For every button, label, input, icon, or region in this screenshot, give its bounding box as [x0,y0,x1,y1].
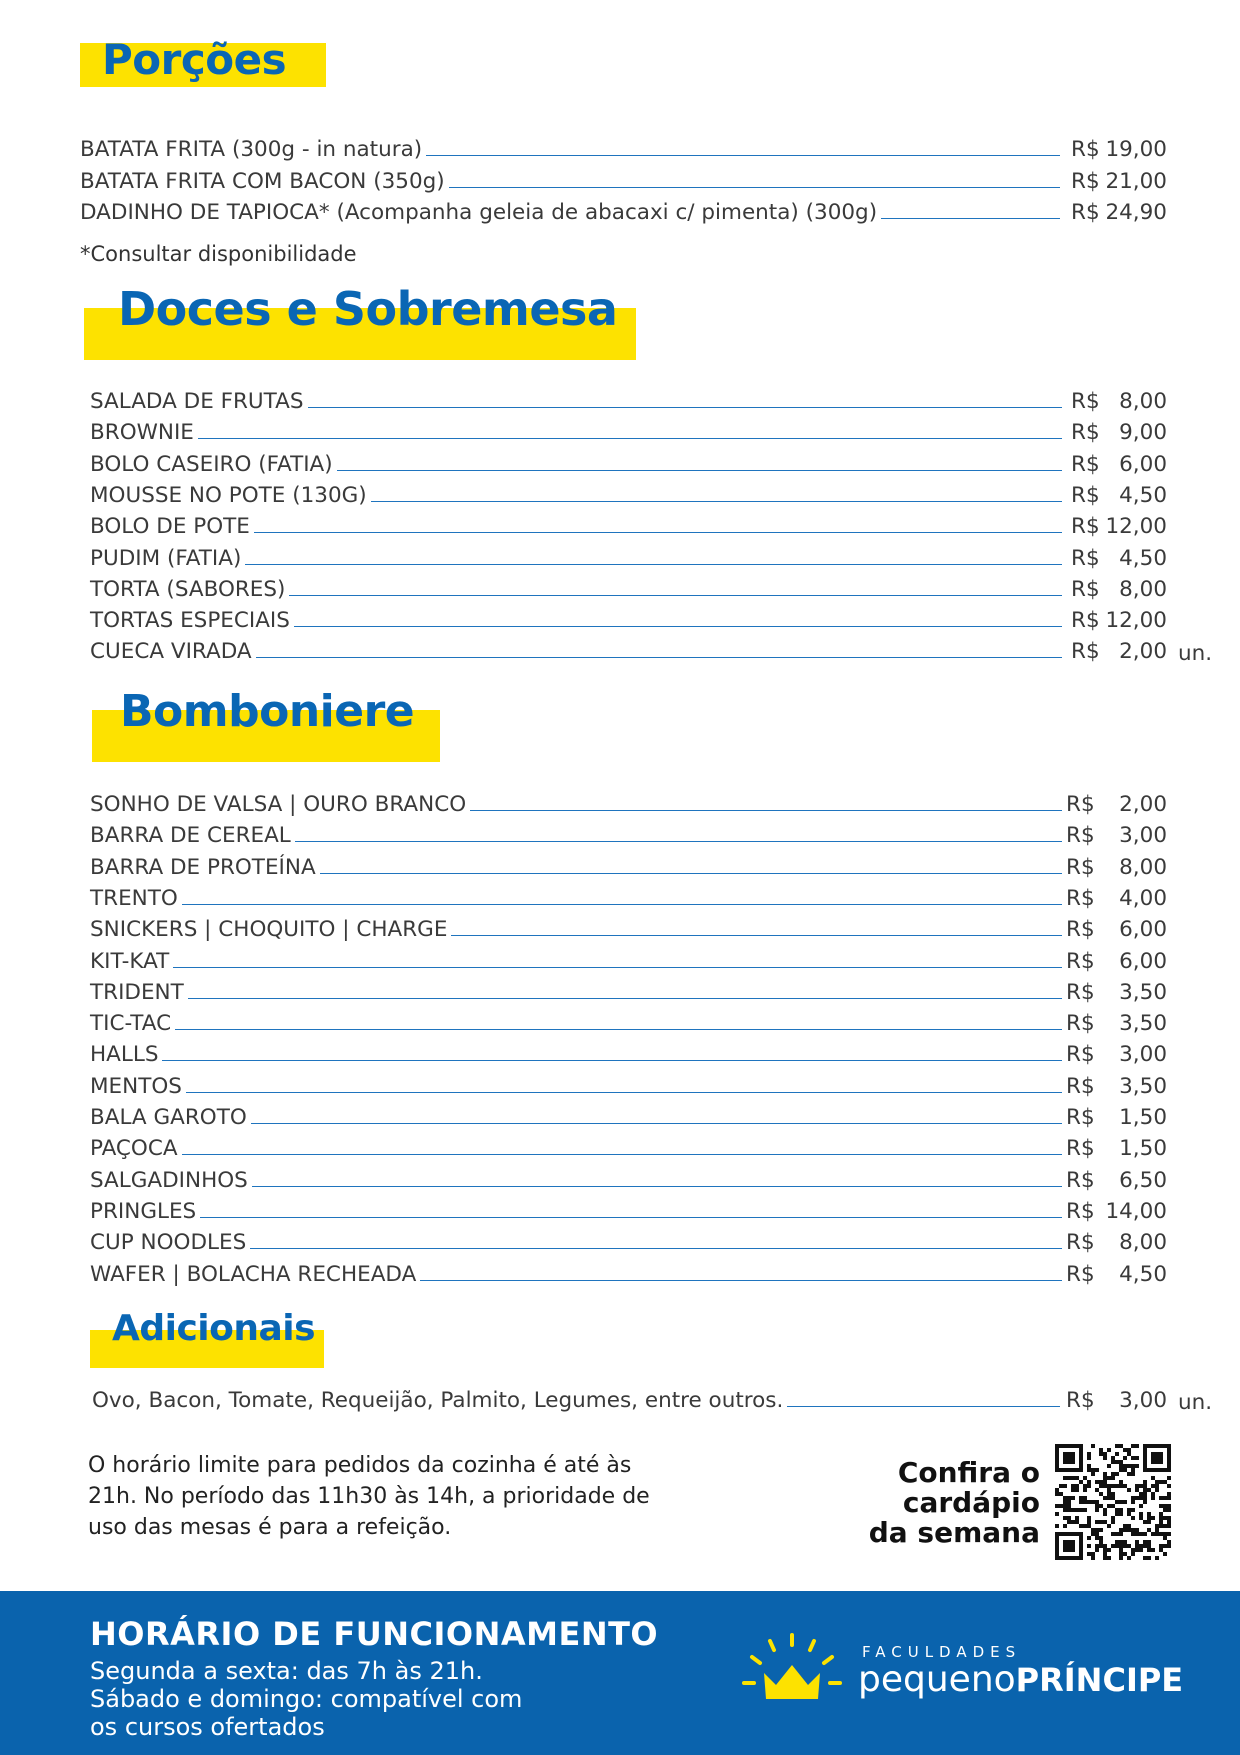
availability-note: *Consultar disponibilidade [80,242,357,266]
logo [740,1631,1184,1731]
menu-item [80,131,1060,162]
leader-line [426,155,1060,156]
leader-line [182,1154,1062,1155]
menu-item [90,1068,1062,1099]
menu-item [90,1036,1062,1067]
weekly-menu-cta [869,1458,1040,1548]
item-price: 1,50 [1119,1105,1167,1130]
kitchen-notice [88,1450,650,1543]
menu-item [90,849,1062,880]
hours-weekend: Sábado e domingo: compatível com [90,1685,523,1713]
menu-item [90,1005,1062,1036]
menu-item [80,163,1060,194]
leader-line [251,1123,1062,1124]
leader-line [308,407,1063,408]
leader-line [470,810,1062,811]
item-name: BOLO CASEIRO (FATIA) [90,451,333,477]
leader-line [337,470,1062,471]
item-name: MOUSSE NO POTE (130G) [90,482,367,508]
menu-item [90,508,1062,539]
qr-code-icon [1055,1444,1171,1560]
leader-line [245,564,1062,565]
opening-hours-heading: HORÁRIO DE FUNCIONAMENTO [90,1615,659,1653]
currency-symbol: R$ [1066,1011,1095,1037]
item-price: 12,00 [1105,514,1167,540]
logo-name-2: PRÍNCIPE [1015,1661,1184,1699]
menu-item [90,383,1062,414]
currency-symbol: R$ [1071,545,1100,571]
item-name: PUDIM (FATIA) [90,545,242,571]
item-price: 9,00 [1119,420,1167,446]
item-price: 4,50 [1119,1261,1167,1287]
menu-item [90,880,1062,911]
porcoes-title: Porções [102,35,287,84]
leader-line [200,1217,1062,1218]
currency-symbol: R$ [1066,979,1095,1005]
currency-symbol: R$ [1071,608,1100,634]
currency-symbol: R$ [1066,1105,1095,1130]
cta-line-2: cardápio [902,1486,1040,1519]
item-price: 1,50 [1119,1136,1167,1162]
menu-item [90,1162,1062,1193]
currency-symbol: R$ [1066,885,1095,911]
item-price: 2,00 [1119,792,1167,817]
item-price: 4,50 [1119,482,1167,508]
item-price: 3,50 [1119,979,1167,1005]
item-name: PRINGLES [90,1198,197,1224]
notice-line-2: 21h. No período das 11h30 às 14h, a prioridade de [88,1484,650,1509]
menu-item [90,786,1062,817]
menu-item [90,943,1062,974]
item-price: 3,00 [1119,1388,1167,1413]
item-price: 2,00 [1119,639,1167,665]
logo-name-1: pequeno [858,1659,1016,1700]
menu-item [90,974,1062,1005]
cta-line-1: Confira o [897,1456,1040,1489]
crown-icon [740,1631,850,1711]
leader-line [451,935,1062,936]
hours-weekend-cont: os cursos ofertados [90,1713,325,1741]
item-name: HALLS [90,1042,159,1068]
item-name: BATATA FRITA COM BACON (350g) [80,168,445,194]
currency-symbol: R$ [1066,1388,1095,1413]
leader-line [289,595,1062,596]
currency-symbol: R$ [1071,639,1100,665]
menu-item [90,817,1062,848]
item-name: TORTAS ESPECIAIS [90,608,290,634]
item-name: PAÇOCA [90,1136,178,1162]
menu-item [90,1224,1062,1255]
currency-symbol: R$ [1066,823,1095,849]
menu-item [90,1193,1062,1224]
item-price: 3,00 [1119,823,1167,849]
item-price: 6,00 [1119,451,1167,477]
menu-item [80,194,1060,225]
leader-line [175,1029,1062,1030]
section-title-adicionais [90,1306,324,1368]
leader-line [162,1060,1062,1061]
item-price: 8,00 [1119,1230,1167,1256]
item-name: MENTOS [90,1073,182,1099]
leader-line [787,1406,1060,1407]
menu-item [90,477,1062,508]
item-price: 19,00 [1105,137,1167,162]
item-name: BATATA FRITA (300g - in natura) [80,137,423,162]
leader-line [294,626,1062,627]
currency-symbol: R$ [1066,1167,1095,1193]
bomboniere-title: Bomboniere [120,686,415,737]
item-price: 3,00 [1119,1042,1167,1068]
item-name: TORTA (SABORES) [90,576,286,602]
currency-symbol: R$ [1071,576,1100,602]
item-price: 6,00 [1119,917,1167,943]
leader-line [188,998,1062,999]
section-title-doces [84,280,636,360]
notice-line-3: uso das mesas é para a refeição. [88,1515,452,1540]
section-title-bomboniere [92,684,440,762]
leader-line [320,873,1062,874]
item-name: SALADA DE FRUTAS [90,389,304,414]
currency-symbol: R$ [1066,917,1095,943]
currency-symbol: R$ [1066,792,1095,817]
item-name: BALA GAROTO [90,1105,247,1130]
item-name: SALGADINHOS [90,1167,248,1193]
item-name: KIT-KAT [90,948,170,974]
item-name: BARRA DE PROTEÍNA [90,854,316,880]
currency-symbol: R$ [1071,514,1100,540]
leader-line [186,1092,1062,1093]
leader-line [252,1186,1062,1187]
currency-symbol: R$ [1066,1198,1095,1224]
cta-line-3: da semana [868,1516,1040,1549]
currency-symbol: R$ [1071,420,1100,446]
currency-symbol: R$ [1071,451,1100,477]
item-name: TRENTO [90,885,178,911]
item-price: 12,00 [1105,608,1167,634]
section-title-porcoes [80,35,326,87]
menu-item [90,1099,1062,1130]
item-price: 14,00 [1105,1198,1167,1224]
menu-item [90,602,1062,633]
adicionais-title: Adicionais [112,1308,316,1349]
item-name: CUECA VIRADA [90,639,252,665]
item-price: 6,50 [1119,1167,1167,1193]
leader-line [420,1280,1062,1281]
item-price: 3,50 [1119,1073,1167,1099]
leader-line [371,501,1062,502]
item-price: 4,00 [1119,885,1167,911]
currency-symbol: R$ [1066,948,1095,974]
currency-symbol: R$ [1071,200,1100,225]
menu-item [90,633,1062,664]
item-name: BARRA DE CEREAL [90,823,291,849]
leader-line [295,841,1062,842]
leader-line [250,1248,1062,1249]
footer [0,1591,1240,1755]
item-name: BOLO DE POTE [90,514,250,540]
qr-code[interactable] [1055,1444,1171,1560]
currency-symbol: R$ [1071,389,1100,414]
notice-line-1: O horário limite para pedidos da cozinha é até às [88,1453,632,1478]
item-price: 3,50 [1119,1011,1167,1037]
leader-line [173,967,1062,968]
item-price: 8,00 [1119,576,1167,602]
currency-symbol: R$ [1066,1136,1095,1162]
item-unit: un. [1178,1390,1213,1415]
menu-item [90,571,1062,602]
currency-symbol: R$ [1071,137,1100,162]
menu-item [90,1130,1062,1161]
currency-symbol: R$ [1066,1230,1095,1256]
item-price: 21,00 [1105,168,1167,194]
item-price: 24,90 [1105,200,1167,225]
item-name: TIC-TAC [90,1011,172,1037]
item-price: 4,50 [1119,545,1167,571]
logo-small-text: FACULDADES [862,1643,1022,1661]
item-name: WAFER | BOLACHA RECHEADA [90,1261,417,1287]
currency-symbol: R$ [1071,168,1100,194]
leader-line [256,657,1062,658]
leader-line [881,218,1060,219]
leader-line [182,904,1062,905]
item-name: SONHO DE VALSA | OURO BRANCO [90,792,467,817]
hours-weekdays: Segunda a sexta: das 7h às 21h. [90,1657,483,1685]
currency-symbol: R$ [1066,854,1095,880]
item-price: 8,00 [1119,854,1167,880]
currency-symbol: R$ [1071,482,1100,508]
item-name: DADINHO DE TAPIOCA* (Acompanha geleia de abacaxi c/ pimenta) (300g) [80,200,878,225]
menu-item [90,1256,1062,1287]
currency-symbol: R$ [1066,1073,1095,1099]
menu-item [90,911,1062,942]
currency-symbol: R$ [1066,1042,1095,1068]
menu-item [92,1382,1060,1413]
item-name: TRIDENT [90,979,184,1005]
item-name: CUP NOODLES [90,1230,247,1256]
item-price: 6,00 [1119,948,1167,974]
leader-line [449,187,1060,188]
menu-item [90,414,1062,445]
doces-title: Doces e Sobremesa [118,282,618,336]
leader-line [254,532,1062,533]
item-name: SNICKERS | CHOQUITO | CHARGE [90,917,448,943]
item-price: 8,00 [1119,389,1167,414]
leader-line [198,438,1062,439]
item-unit: un. [1178,641,1213,667]
menu-item [90,540,1062,571]
item-name: BROWNIE [90,420,194,446]
menu-item [90,446,1062,477]
item-name: Ovo, Bacon, Tomate, Requeijão, Palmito, Legumes, entre outros. [92,1388,784,1413]
currency-symbol: R$ [1066,1261,1095,1287]
